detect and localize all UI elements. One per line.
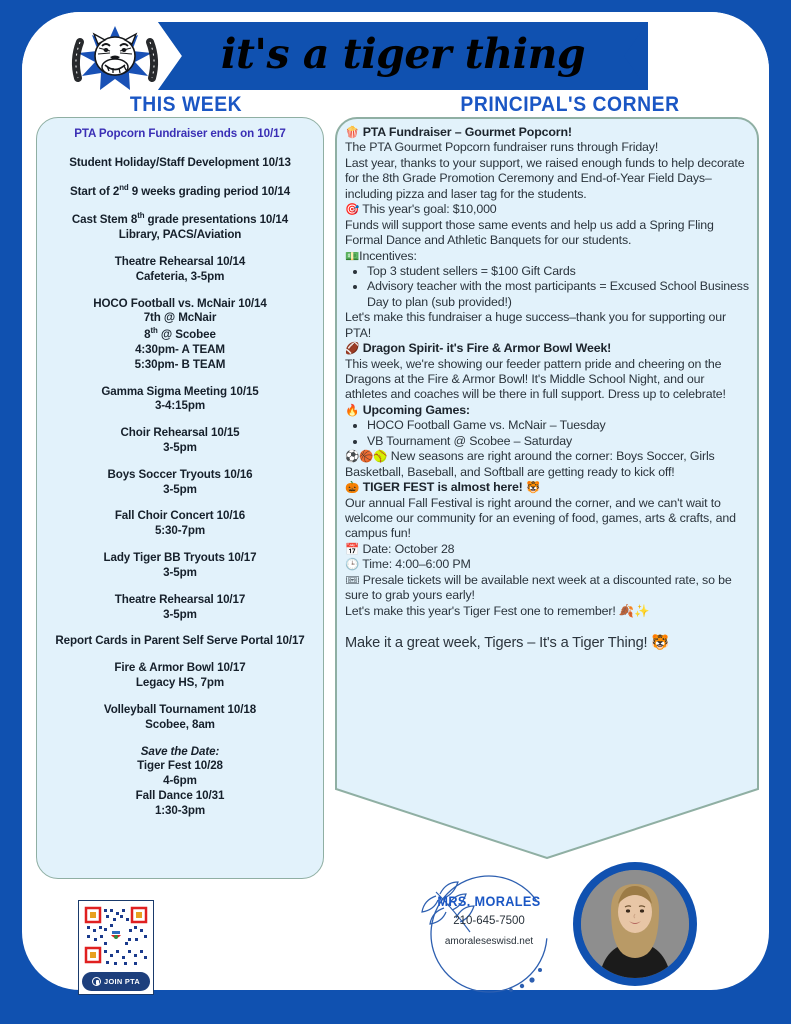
event-line: 3-5pm (163, 482, 197, 496)
event-line: Cafeteria, 3-5pm (135, 269, 225, 283)
event-line: Lady Tiger BB Tryouts 10/17 (103, 551, 257, 565)
join-pta-label-bar[interactable] (82, 972, 150, 991)
paragraph: Funds will support those same events and help us add a Spring Fling Formal Dance and Athletic Banquets for our students. (345, 217, 714, 248)
target-icon: 🎯 (345, 202, 360, 217)
event-item (45, 183, 315, 200)
section-heading-text: TIGER FEST is almost here! (362, 480, 523, 495)
event-item (45, 255, 315, 285)
event-item (45, 468, 315, 498)
paragraph: Let's make this fundraiser a huge success–thank you for supporting our PTA! (345, 310, 727, 340)
event-line: 5:30-7pm (154, 524, 206, 538)
sports-balls-icon: ⚽🏀🥎 (345, 449, 388, 464)
event-line: 4:30pm- A TEAM (135, 342, 225, 356)
event-line: 5:30pm- B TEAM (134, 357, 226, 371)
event-line: Theatre Rehearsal 10/17 (114, 592, 246, 606)
pumpkin-icon: 🎃 (345, 480, 363, 495)
event-line: Report Cards in Parent Self Serve Portal 10/17 (55, 634, 305, 648)
clock-icon: 🕒 (345, 557, 360, 572)
info-line: 📅 Date: October 28 (345, 541, 455, 556)
event-line: Legacy HS, 7pm (135, 676, 225, 690)
info-line: 🎯 This year's goal: $10,000 (345, 202, 497, 217)
event-line: Tiger Fest 10/28 (137, 759, 223, 773)
column-heading-this-week: THIS WEEK (129, 93, 243, 116)
football-icon: 🏈 (345, 341, 363, 356)
event-item (45, 385, 315, 415)
bullet-item: • HOCO Football Game vs. McNair – Tuesday (367, 418, 749, 433)
paragraph: This week, we're showing our feeder pattern pride and cheering on the Dragons at the Fire & Armor Bowl! It's Middle School Night, and our athletes and coaches will be there in full support. Dress up to celebrate! (345, 356, 726, 402)
event-line: Fall Choir Concert 10/16 (114, 509, 246, 523)
principal-phone: 210-645-7500 (453, 915, 525, 927)
bullet-list (351, 418, 749, 449)
page-title: it's a tiger thing (220, 30, 586, 78)
event-line: Boys Soccer Tryouts 10/16 (107, 467, 253, 481)
event-item (45, 661, 315, 691)
principal-email[interactable]: amoraleseswisd.net (444, 936, 534, 947)
event-line: HOCO Football vs. McNair 10/14 (93, 296, 267, 310)
event-line: Student Holiday/Staff Development 10/13 (69, 155, 291, 169)
event-item (45, 593, 315, 623)
event-line: Start of 2nd 9 weeks grading period 10/14 (69, 182, 291, 198)
event-line: Fall Dance 10/31 (135, 789, 225, 803)
event-line: Gamma Sigma Meeting 10/15 (101, 384, 259, 398)
ticket-icon: 🎟 (345, 572, 360, 587)
event-line: 3-5pm (163, 441, 197, 454)
calendar-icon: 📅 (345, 541, 360, 556)
event-item (45, 634, 315, 649)
this-week-events-list (45, 127, 315, 819)
event-line: Cast Stem 8th grade presentations 10/14 (71, 211, 289, 227)
info-line: 💵Incentives: (345, 248, 417, 263)
fire-icon: 🔥 (345, 402, 363, 417)
this-week-card (36, 117, 324, 879)
paragraph: 🎟 Presale tickets will be available next week at a discounted rate, so be sure to grab yours early! (345, 572, 732, 603)
bullet-item: • VB Tournament @ Scobee – Saturday (367, 434, 749, 449)
paragraph: ⚽🏀🥎 New seasons are right around the corner: Boys Soccer, Girls Basketball, Baseball, and Softball are getting ready to kick off! (345, 449, 715, 479)
event-line: Volleyball Tournament 10/18 (103, 702, 257, 716)
section-heading (345, 480, 749, 495)
principals-corner-body (335, 117, 759, 807)
title-ribbon (158, 22, 648, 90)
paragraph: The PTA Gourmet Popcorn fundraiser runs through Friday! (345, 140, 659, 155)
event-line: 3-5pm (163, 607, 197, 621)
section-heading-text: Dragon Spirit- it's Fire & Armor Bowl Week! (362, 341, 612, 356)
event-item (45, 745, 315, 819)
event-line: Save the Date: (140, 744, 220, 758)
paragraph: Let's make this year's Tiger Fest one to remember! 🍂✨ (345, 603, 650, 618)
event-item (45, 426, 315, 456)
join-pta-qr-block[interactable] (78, 900, 154, 995)
bullet-item: • Advisory teacher with the most participants = Excused School Business Day to plan (sub provided!) (367, 279, 749, 310)
avatar (581, 870, 689, 978)
event-line: 8th @ Scobee (144, 326, 216, 342)
event-line: Scobee, 8am (145, 717, 215, 731)
event-line: Theatre Rehearsal 10/14 (114, 254, 246, 268)
section-heading (345, 403, 749, 418)
join-pta-label: JOIN PTA (104, 977, 140, 986)
principals-corner-card (335, 117, 759, 859)
money-icon: 💵 (345, 248, 360, 263)
section-heading (345, 341, 749, 356)
event-line: 3-4:15pm (154, 399, 206, 413)
tiger-mascot-icon (60, 22, 170, 94)
paragraph: Last year, thanks to your support, we raised enough funds to help decorate for the 8th Grade Promotion Ceremony and End-of-Year Field Days–including pizza and laser tag for the students. (345, 155, 745, 201)
event-line: 7th @ McNair (143, 311, 217, 325)
phone-icon (92, 977, 101, 986)
section-heading (345, 125, 749, 140)
closing-line: Make it a great week, Tigers – It's a Tiger Thing! 🐯 (345, 635, 670, 651)
event-item (45, 703, 315, 733)
qr-code-icon[interactable] (82, 904, 150, 970)
portrait-illustration-icon (581, 870, 689, 978)
column-heading-principals-corner: PRINCIPAL'S CORNER (460, 93, 680, 116)
event-line: 4-6pm (163, 774, 197, 788)
principal-headshot (573, 862, 697, 986)
bullet-list (351, 264, 749, 310)
event-line: 3-5pm (163, 565, 197, 579)
event-line: Fire & Armor Bowl 10/17 (114, 661, 246, 675)
principal-name: MRS. MORALES (437, 894, 541, 909)
tiger-icon: 🐯 (522, 480, 541, 495)
event-item (45, 211, 315, 243)
event-item (45, 156, 315, 171)
event-item (45, 297, 315, 373)
event-line: Choir Rehearsal 10/15 (120, 426, 240, 440)
event-item (45, 551, 315, 581)
event-line: Library, PACS/Aviation (118, 228, 242, 242)
section-heading-text: PTA Fundraiser – Gourmet Popcorn! (362, 125, 572, 139)
event-item (45, 127, 315, 142)
event-item (45, 509, 315, 539)
bullet-item: • Top 3 student sellers = $100 Gift Cards (367, 264, 749, 279)
popcorn-icon: 🍿 (345, 125, 363, 139)
event-line: 1:30-3pm (154, 803, 206, 817)
paragraph: Our annual Fall Festival is right around the corner, and we can't wait to welcome our community for an evening of food, games, arts & crafts, and campus fun! (345, 495, 736, 541)
event-line: PTA Popcorn Fundraiser ends on 10/17 (74, 127, 286, 140)
info-line: 🕒 Time: 4:00–6:00 PM (345, 557, 471, 572)
section-heading-text: Upcoming Games: (362, 402, 470, 417)
school-logo (60, 22, 170, 94)
